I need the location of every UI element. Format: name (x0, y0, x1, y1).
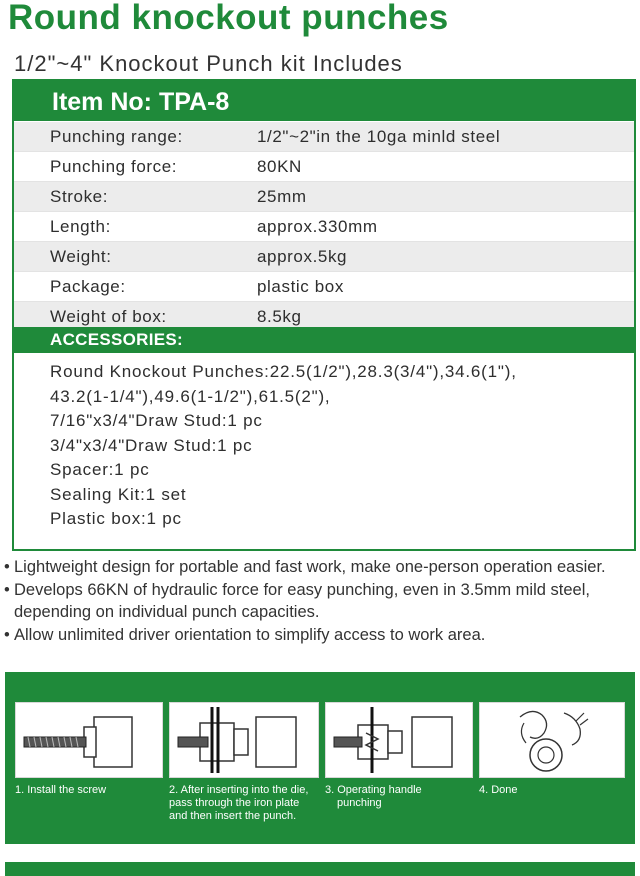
feature-item (4, 556, 636, 579)
feature-item-continued (4, 601, 636, 624)
page-title: Round knockout punches (8, 0, 449, 37)
spec-row (14, 152, 634, 182)
accessory-line: Plastic box:1 pc (50, 509, 182, 528)
spec-value: approx.330mm (257, 217, 378, 236)
spec-table (12, 79, 636, 551)
spec-rows (14, 122, 634, 332)
spec-value: 1/2"~2"in the 10ga minld steel (257, 127, 501, 146)
feature-text: Allow unlimited driver orientation to simplify access to work area. (14, 625, 486, 644)
feature-text: Develops 66KN of hydraulic force for easy punching, even in 3.5mm mild steel, (14, 580, 590, 599)
spec-label: Package: (50, 277, 126, 296)
step-2 (169, 702, 319, 844)
feature-item (4, 624, 636, 647)
feature-text: Lightweight design for portable and fast work, make one-person operation easier. (14, 558, 606, 576)
accessory-line: 3/4"x3/4"Draw Stud:1 pc (50, 435, 253, 455)
spec-label: Weight: (50, 247, 112, 266)
spec-value: 25mm (257, 187, 307, 206)
feature-list (4, 556, 636, 646)
caption-line: pass through the iron plate (169, 797, 300, 809)
usage-steps-panel (5, 672, 635, 844)
spec-value: 80KN (257, 157, 302, 176)
step-1-illustration (15, 702, 163, 778)
caption-line: punching (337, 797, 382, 809)
step-4-illustration (479, 702, 625, 778)
accessory-line: Spacer:1 pc (50, 460, 150, 479)
accessory-line: 7/16"x3/4"Draw Stud:1 pc (50, 411, 263, 430)
step-1 (15, 702, 163, 844)
step-2-caption (169, 784, 319, 823)
spec-row (14, 122, 634, 152)
spec-label: Stroke: (50, 187, 109, 206)
feature-item (4, 579, 636, 602)
spec-value: 8.5kg (257, 307, 302, 326)
accessory-line: Round Knockout Punches:22.5(1/2"),28.3(3/4"),34.6(1"), (50, 362, 517, 381)
spec-label: Length: (50, 217, 111, 236)
step-4 (479, 702, 625, 844)
spec-label: Weight of box: (50, 307, 167, 326)
step-3 (325, 702, 473, 844)
spec-row (14, 212, 634, 242)
bullet-icon: • (4, 625, 10, 644)
accessories-header: ACCESSORIES: (14, 327, 634, 353)
step-1-caption (15, 784, 163, 797)
step-3-illustration (325, 702, 473, 778)
bullet-icon: • (4, 580, 10, 599)
accessory-line: 43.2(1-1/4"),49.6(1-1/2"),61.5(2"), (50, 386, 331, 406)
step-4-caption (479, 784, 625, 797)
feature-text: depending on individual punch capacities. (14, 603, 320, 621)
kit-subtitle: 1/2"~4" Knockout Punch kit Includes (14, 51, 403, 76)
spec-value: approx.5kg (257, 247, 348, 266)
bottom-green-bar (5, 862, 635, 876)
caption-line: 1. Install the screw (15, 784, 107, 796)
spec-value: plastic box (257, 277, 344, 296)
spec-row (14, 272, 634, 302)
caption-line: 2. After inserting into the die, (169, 784, 309, 796)
caption-line: 4. Done (479, 784, 518, 796)
bullet-icon: • (4, 558, 10, 576)
caption-line: 3. Operating handle (325, 784, 422, 796)
step-3-caption (325, 784, 473, 810)
caption-line: and then insert the punch. (169, 810, 297, 822)
spec-label: Punching force: (50, 157, 178, 176)
step-2-illustration (169, 702, 319, 778)
spec-label: Punching range: (50, 127, 183, 146)
spec-row (14, 242, 634, 272)
accessories-list (50, 360, 630, 532)
item-number-header: Item No: TPA-8 (14, 81, 634, 121)
accessory-line: Sealing Kit:1 set (50, 484, 187, 504)
spec-row (14, 182, 634, 212)
